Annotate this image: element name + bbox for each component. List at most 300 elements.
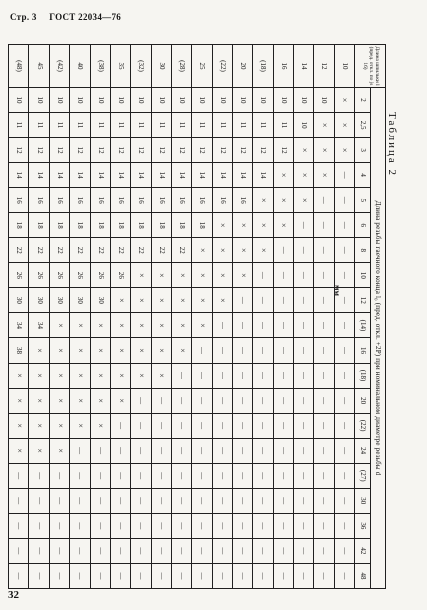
table-cell-cross (9, 388, 30, 413)
table-cell-dash (212, 538, 232, 563)
diameter-header: 20 (355, 388, 371, 413)
table-cell-dash (253, 413, 273, 438)
table-cell: 22 (151, 238, 171, 263)
table-cell-dash (253, 388, 273, 413)
table-cell-cross (151, 313, 171, 338)
table-cell-dash (334, 513, 354, 538)
table-cell: 30 (49, 288, 69, 313)
table-cell: 18 (171, 213, 191, 238)
table-cell-dash (232, 413, 252, 438)
table-cell: 10 (192, 88, 212, 113)
table-cell-cross (314, 163, 334, 188)
table-cell-dash (151, 563, 171, 588)
table-cell-dash (293, 563, 313, 588)
table-cell-dash (171, 438, 191, 463)
table-cell: 10 (151, 88, 171, 113)
table-cell: 10 (314, 88, 334, 113)
table-header-row (371, 45, 386, 589)
diameter-header: (14) (355, 313, 371, 338)
diameter-header: 2 (355, 88, 371, 113)
table-cell-dash (110, 438, 130, 463)
table-cell-cross (29, 338, 49, 363)
table-cell-dash (293, 413, 313, 438)
table-cell-dash (90, 463, 110, 488)
table-cell-dash (273, 263, 293, 288)
table-cell-dash (314, 563, 334, 588)
table-cell-dash (293, 213, 313, 238)
table-cell-cross (9, 438, 30, 463)
table-cell: 10 (293, 88, 313, 113)
table-cell-cross (253, 238, 273, 263)
table-cell-cross (29, 388, 49, 413)
table-cell: 18 (192, 213, 212, 238)
table-cell: 12 (171, 138, 191, 163)
table-cell-dash (9, 538, 30, 563)
table-cell-dash (334, 213, 354, 238)
row-length-label: 14 (293, 45, 313, 88)
table-cell: 11 (70, 113, 90, 138)
table-cell: 12 (273, 138, 293, 163)
table-cell-dash (171, 538, 191, 563)
table-row (171, 45, 191, 589)
table-cell-dash (232, 513, 252, 538)
table-cell-dash (314, 338, 334, 363)
table-cell: 22 (70, 238, 90, 263)
table-cell-dash (232, 538, 252, 563)
table-cell-cross (70, 313, 90, 338)
table-cell-dash (212, 438, 232, 463)
table-cell: 16 (29, 188, 49, 213)
table-row (49, 45, 69, 589)
table-cell: 14 (253, 163, 273, 188)
table-cell-dash (232, 563, 252, 588)
table-cell-cross (90, 363, 110, 388)
table-cell-cross (232, 213, 252, 238)
table-cell-dash (110, 513, 130, 538)
table-cell: 16 (192, 188, 212, 213)
table-cell-dash (212, 338, 232, 363)
table-cell-dash (293, 513, 313, 538)
table-cell: 26 (9, 263, 30, 288)
table-cell-dash (314, 538, 334, 563)
table-cell: 18 (49, 213, 69, 238)
table-cell-dash (273, 513, 293, 538)
table-cell-dash (232, 313, 252, 338)
table-cell: 22 (110, 238, 130, 263)
table-cell-cross (110, 288, 130, 313)
table-cell-dash (334, 538, 354, 563)
table-cell-dash (49, 513, 69, 538)
table-cell-dash (151, 513, 171, 538)
table-cell-dash (171, 463, 191, 488)
table-cell-dash (110, 463, 130, 488)
table-cell-dash (212, 363, 232, 388)
table-cell-dash (70, 463, 90, 488)
table-cell: 16 (151, 188, 171, 213)
table-cell-dash (253, 563, 273, 588)
table-cell-dash (232, 388, 252, 413)
table-cell-cross (334, 113, 354, 138)
diameter-header: 5 (355, 188, 371, 213)
table-cell: 14 (90, 163, 110, 188)
table-cell: 22 (29, 238, 49, 263)
table-cell: 14 (212, 163, 232, 188)
table-cell-cross (49, 438, 69, 463)
table-cell-dash (334, 238, 354, 263)
table-cell-dash (314, 288, 334, 313)
table-cell: 11 (232, 113, 252, 138)
table-cell: 12 (253, 138, 273, 163)
corner-header: Длина шпильки l (пред. откл. по js 16) (355, 45, 386, 88)
table-cell-dash (253, 363, 273, 388)
table-cell-dash (212, 413, 232, 438)
table-cell-cross (151, 363, 171, 388)
table-cell: 18 (90, 213, 110, 238)
table-cell: 12 (110, 138, 130, 163)
table-cell-cross (9, 363, 30, 388)
table-cell: 12 (151, 138, 171, 163)
table-cell: 11 (212, 113, 232, 138)
table-cell-dash (293, 263, 313, 288)
table-cell-dash (273, 388, 293, 413)
row-length-label: 30 (151, 45, 171, 88)
table-cell: 12 (9, 138, 30, 163)
table-cell: 16 (49, 188, 69, 213)
table-cell-dash (151, 438, 171, 463)
table-cell-dash (212, 488, 232, 513)
table-row (151, 45, 171, 589)
table-row (253, 45, 273, 589)
table-cell-cross (293, 163, 313, 188)
table-cell-dash (171, 413, 191, 438)
table-cell: 11 (131, 113, 151, 138)
table-cell-dash (293, 238, 313, 263)
table-cell: 12 (212, 138, 232, 163)
table-cell-dash (314, 463, 334, 488)
row-length-label: (22) (212, 45, 232, 88)
diameter-header: 3 (355, 138, 371, 163)
table-row (212, 45, 232, 589)
table-cell: 14 (192, 163, 212, 188)
table-cell: 10 (49, 88, 69, 113)
table-cell-cross (9, 413, 30, 438)
row-length-label: 16 (273, 45, 293, 88)
table-cell-dash (273, 238, 293, 263)
table-cell-cross (171, 313, 191, 338)
table-cell-cross (131, 313, 151, 338)
table-cell-dash (70, 563, 90, 588)
table-cell: 18 (110, 213, 130, 238)
table-cell: 18 (151, 213, 171, 238)
table-cell: 26 (70, 263, 90, 288)
diameter-header: 48 (355, 563, 371, 588)
table-cell-cross (314, 113, 334, 138)
table-cell-cross (110, 313, 130, 338)
diameter-header: 8 (355, 238, 371, 263)
page-header (10, 12, 131, 22)
table-cell-dash (253, 263, 273, 288)
table-cell-cross (212, 213, 232, 238)
table-cell-cross (334, 138, 354, 163)
table-cell-dash (212, 463, 232, 488)
thread-length-header: Длина резьбы гаечного конца l₀ (пред. откл. +2P) при номинальном диаметре резьбы d (371, 88, 386, 589)
table-cell-dash (49, 563, 69, 588)
table-cell: 12 (49, 138, 69, 163)
table-cell-cross (110, 338, 130, 363)
table-row (110, 45, 130, 589)
table-cell-dash (314, 488, 334, 513)
row-length-label: 45 (29, 45, 49, 88)
table-cell-dash (29, 513, 49, 538)
row-length-label: (42) (49, 45, 69, 88)
table-cell: 10 (212, 88, 232, 113)
table-cell-cross (49, 338, 69, 363)
table-cell: 14 (171, 163, 191, 188)
table-cell-dash (131, 438, 151, 463)
table-cell-cross (212, 238, 232, 263)
table-cell-dash (314, 238, 334, 263)
table-cell-dash (171, 363, 191, 388)
table-cell-cross (314, 138, 334, 163)
table-cell: 34 (9, 313, 30, 338)
table-cell-cross (212, 288, 232, 313)
table-row (232, 45, 252, 589)
table-cell: 18 (29, 213, 49, 238)
table-cell-cross (90, 313, 110, 338)
table-cell-dash (110, 538, 130, 563)
table-cell-dash (314, 313, 334, 338)
table-cell-dash (334, 563, 354, 588)
table-cell-dash (29, 538, 49, 563)
table-cell: 10 (70, 88, 90, 113)
table-cell-dash (334, 188, 354, 213)
row-length-label: (38) (90, 45, 110, 88)
table-cell-dash (253, 438, 273, 463)
table-cell-dash (293, 463, 313, 488)
table-cell-cross (293, 138, 313, 163)
table-cell-dash (110, 413, 130, 438)
table-cell: 10 (90, 88, 110, 113)
diameter-header: 36 (355, 513, 371, 538)
table-cell: 10 (232, 88, 252, 113)
table-cell: 16 (90, 188, 110, 213)
table-cell-dash (273, 463, 293, 488)
table-cell-dash (273, 563, 293, 588)
table-cell-cross (70, 413, 90, 438)
table-cell-cross (151, 263, 171, 288)
diameter-header: (18) (355, 363, 371, 388)
row-length-label: 35 (110, 45, 130, 88)
table-cell-dash (70, 538, 90, 563)
table-cell-dash (131, 463, 151, 488)
table-cell: 11 (49, 113, 69, 138)
table-cell: 11 (110, 113, 130, 138)
table-cell-dash (212, 313, 232, 338)
row-length-label: 20 (232, 45, 252, 88)
table-row (314, 45, 334, 589)
table-cell-dash (293, 538, 313, 563)
table-cell-dash (171, 488, 191, 513)
table-cell-dash (293, 388, 313, 413)
table-cell-dash (273, 413, 293, 438)
table-cell: 12 (131, 138, 151, 163)
table-cell-cross (49, 363, 69, 388)
table-cell-cross (70, 338, 90, 363)
table-cell: 16 (212, 188, 232, 213)
table-cell: 26 (49, 263, 69, 288)
table-cell: 10 (131, 88, 151, 113)
table-cell-dash (9, 463, 30, 488)
table-cell-dash (192, 488, 212, 513)
diameter-header: 6 (355, 213, 371, 238)
table-cell-dash (90, 438, 110, 463)
table-row (70, 45, 90, 589)
table-cell-dash (273, 438, 293, 463)
table-cell-cross (70, 388, 90, 413)
table-cell: 22 (90, 238, 110, 263)
table-cell-cross (192, 238, 212, 263)
table-cell-dash (253, 313, 273, 338)
table-cell-dash (232, 338, 252, 363)
table-cell: 14 (9, 163, 30, 188)
table-cell-dash (314, 188, 334, 213)
row-length-label: 12 (314, 45, 334, 88)
table-cell-dash (70, 438, 90, 463)
table-cell: 10 (293, 113, 313, 138)
table-cell-cross (70, 363, 90, 388)
table-cell-cross (29, 438, 49, 463)
table-cell: 16 (131, 188, 151, 213)
table-cell-dash (293, 338, 313, 363)
table-row (131, 45, 151, 589)
table-cell-dash (334, 288, 354, 313)
table-cell-dash (273, 363, 293, 388)
table-cell-dash (90, 513, 110, 538)
table-cell-dash (314, 413, 334, 438)
table-cell-cross (232, 238, 252, 263)
row-length-label: (32) (131, 45, 151, 88)
diameter-header: 4 (355, 163, 371, 188)
table-cell-dash (253, 513, 273, 538)
table-cell-dash (212, 563, 232, 588)
table-cell: 11 (9, 113, 30, 138)
table-cell: 11 (192, 113, 212, 138)
table-row (293, 45, 313, 589)
table-cell-cross (171, 338, 191, 363)
table-cell-dash (49, 463, 69, 488)
table-cell: 30 (90, 288, 110, 313)
diameter-header: 30 (355, 488, 371, 513)
table-cell-dash (273, 338, 293, 363)
table-cell: 10 (273, 88, 293, 113)
table-cell-dash (110, 488, 130, 513)
table-cell-dash (131, 513, 151, 538)
table-cell: 11 (171, 113, 191, 138)
table-cell-cross (29, 413, 49, 438)
table-cell-dash (334, 488, 354, 513)
table-cell: 14 (151, 163, 171, 188)
table-cell-cross (49, 413, 69, 438)
table-cell-dash (314, 263, 334, 288)
stud-length-table (8, 44, 386, 589)
table-cell-dash (192, 413, 212, 438)
table-row (9, 45, 30, 589)
table-cell: 10 (29, 88, 49, 113)
table-cell-dash (314, 363, 334, 388)
table-cell-dash (192, 388, 212, 413)
table-cell: 38 (9, 338, 30, 363)
table-cell: 12 (232, 138, 252, 163)
table-cell-dash (29, 563, 49, 588)
table-cell-cross (131, 363, 151, 388)
table-cell-dash (273, 488, 293, 513)
table-cell-dash (131, 538, 151, 563)
table-cell-dash (151, 463, 171, 488)
table-cell-dash (212, 513, 232, 538)
table-cell-cross (212, 263, 232, 288)
table-cell: 30 (70, 288, 90, 313)
table-cell-dash (293, 438, 313, 463)
table-cell-dash (253, 538, 273, 563)
table-cell-dash (273, 313, 293, 338)
table-cell-dash (49, 488, 69, 513)
table-cell: 34 (29, 313, 49, 338)
table-cell: 14 (110, 163, 130, 188)
table-cell: 18 (9, 213, 30, 238)
table-cell: 26 (110, 263, 130, 288)
table-cell-cross (192, 313, 212, 338)
diameter-header: 16 (355, 338, 371, 363)
table-cell-dash (29, 463, 49, 488)
table-cell: 14 (49, 163, 69, 188)
table-cell-dash (293, 313, 313, 338)
table-cell-cross (49, 388, 69, 413)
table-cell: 16 (70, 188, 90, 213)
diameter-header: 24 (355, 438, 371, 463)
table-cell-dash (171, 563, 191, 588)
table-cell-dash (334, 463, 354, 488)
table-cell: 14 (131, 163, 151, 188)
table-cell: 14 (70, 163, 90, 188)
table-cell: 12 (192, 138, 212, 163)
table-cell-dash (334, 388, 354, 413)
row-length-label: 10 (334, 45, 354, 88)
table-cell-cross (253, 188, 273, 213)
diameter-header: 10 (355, 263, 371, 288)
table-cell-dash (273, 288, 293, 313)
table-cell-dash (192, 563, 212, 588)
diameter-header: (27) (355, 463, 371, 488)
table-cell-cross (90, 338, 110, 363)
table-cell-dash (334, 313, 354, 338)
table-container (8, 44, 386, 589)
table-cell: 18 (70, 213, 90, 238)
table-cell-dash (151, 388, 171, 413)
table-cell-cross (131, 263, 151, 288)
table-cell: 14 (29, 163, 49, 188)
table-cell: 11 (29, 113, 49, 138)
table-cell: 22 (9, 238, 30, 263)
table-cell-cross (90, 388, 110, 413)
table-cell-dash (253, 288, 273, 313)
table-cell-cross (273, 188, 293, 213)
table-cell-cross (151, 338, 171, 363)
table-cell-dash (131, 388, 151, 413)
table-cell-dash (232, 288, 252, 313)
table-row (90, 45, 110, 589)
table-cell: 26 (90, 263, 110, 288)
table-cell-dash (232, 438, 252, 463)
